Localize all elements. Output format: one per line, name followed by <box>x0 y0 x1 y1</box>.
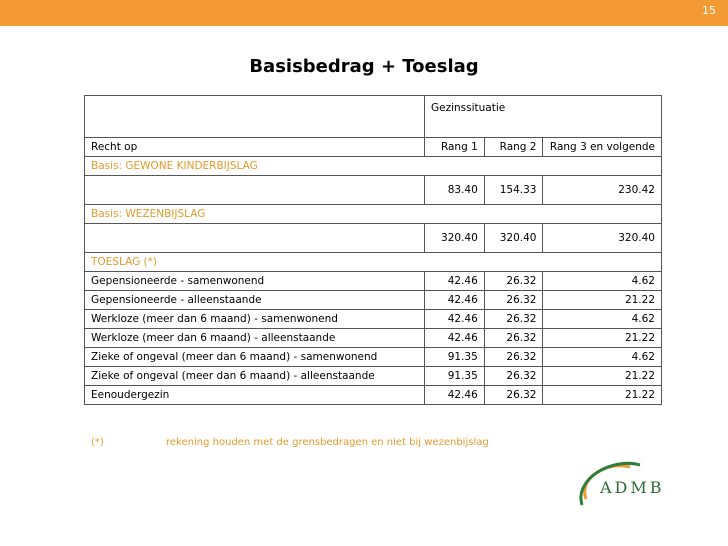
section-row <box>85 157 662 176</box>
cell-rang-1: 42.46 <box>424 386 484 405</box>
kinderbijslag-rang-2: 154.33 <box>484 176 543 205</box>
footnote-marker: (*) <box>91 437 104 448</box>
benefits-table <box>84 95 662 405</box>
footnote-text: rekening houden met de grensbedragen en niet bij wezenbijslag <box>166 437 489 448</box>
wezenbijslag-rang-1: 320.40 <box>424 224 484 253</box>
empty-cell <box>85 176 425 205</box>
cell-rang-2: 26.32 <box>484 291 543 310</box>
section-toeslag: TOESLAG (*) <box>85 253 662 272</box>
page-title: Basisbedrag + Toeslag <box>249 56 479 77</box>
section-row <box>85 253 662 272</box>
row-label: Werkloze (meer dan 6 maand) - samenwonend <box>85 310 425 329</box>
row-label: Gepensioneerde - alleenstaande <box>85 291 425 310</box>
table-row <box>85 386 662 405</box>
cell-rang-1: 42.46 <box>424 329 484 348</box>
cell-rang-1: 91.35 <box>424 348 484 367</box>
recht-op-header: Recht op <box>85 138 425 157</box>
cell-rang-2: 26.32 <box>484 272 543 291</box>
table-row <box>85 367 662 386</box>
cell-rang-1: 42.46 <box>424 272 484 291</box>
table-row <box>85 176 662 205</box>
admb-logo <box>568 455 678 515</box>
rang-3-header: Rang 3 en volgende <box>543 138 662 157</box>
table-row <box>85 348 662 367</box>
group-header: Gezinssituatie <box>424 96 661 138</box>
header-row-rang <box>85 138 662 157</box>
row-label: Gepensioneerde - samenwonend <box>85 272 425 291</box>
logo-text: ADMB <box>600 478 665 497</box>
page-number: 15 <box>702 4 716 17</box>
row-label: Werkloze (meer dan 6 maand) - alleenstaande <box>85 329 425 348</box>
wezenbijslag-rang-3: 320.40 <box>543 224 662 253</box>
top-bar <box>0 0 728 26</box>
table-row <box>85 329 662 348</box>
kinderbijslag-rang-1: 83.40 <box>424 176 484 205</box>
row-label: Zieke of ongeval (meer dan 6 maand) - alleenstaande <box>85 367 425 386</box>
cell-rang-3: 4.62 <box>543 272 662 291</box>
table-row <box>85 291 662 310</box>
section-wezenbijslag: Basis: WEZENBIJSLAG <box>85 205 662 224</box>
empty-cell <box>85 224 425 253</box>
cell-rang-3: 4.62 <box>543 310 662 329</box>
cell-rang-3: 4.62 <box>543 348 662 367</box>
cell-rang-2: 26.32 <box>484 310 543 329</box>
cell-rang-3: 21.22 <box>543 291 662 310</box>
empty-cell <box>85 96 425 138</box>
header-row-group <box>85 96 662 138</box>
cell-rang-2: 26.32 <box>484 329 543 348</box>
cell-rang-1: 42.46 <box>424 310 484 329</box>
logo-mark <box>568 455 678 515</box>
rang-2-header: Rang 2 <box>484 138 543 157</box>
row-label: Eenoudergezin <box>85 386 425 405</box>
cell-rang-3: 21.22 <box>543 329 662 348</box>
cell-rang-2: 26.32 <box>484 367 543 386</box>
section-row <box>85 205 662 224</box>
section-kinderbijslag: Basis: GEWONE KINDERBIJSLAG <box>85 157 662 176</box>
wezenbijslag-rang-2: 320.40 <box>484 224 543 253</box>
table-row <box>85 272 662 291</box>
cell-rang-1: 91.35 <box>424 367 484 386</box>
table-row <box>85 310 662 329</box>
kinderbijslag-rang-3: 230.42 <box>543 176 662 205</box>
cell-rang-3: 21.22 <box>543 386 662 405</box>
cell-rang-3: 21.22 <box>543 367 662 386</box>
table-row <box>85 224 662 253</box>
cell-rang-2: 26.32 <box>484 348 543 367</box>
row-label: Zieke of ongeval (meer dan 6 maand) - samenwonend <box>85 348 425 367</box>
rang-1-header: Rang 1 <box>424 138 484 157</box>
cell-rang-2: 26.32 <box>484 386 543 405</box>
cell-rang-1: 42.46 <box>424 291 484 310</box>
